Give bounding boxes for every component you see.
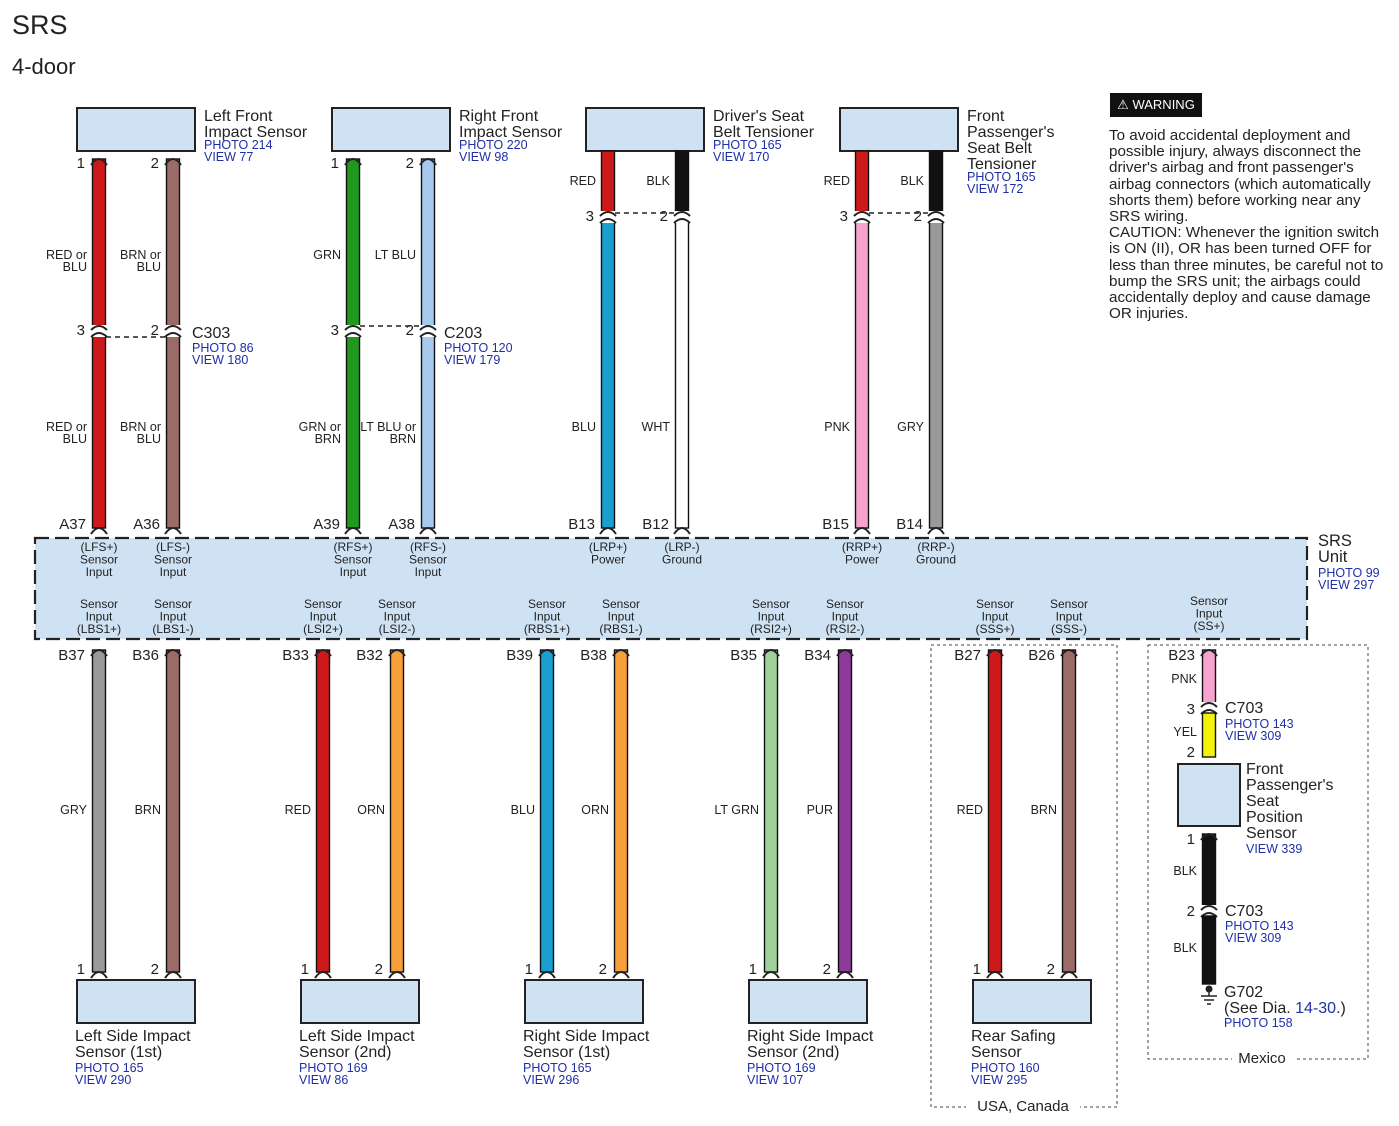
pin-hook bbox=[928, 528, 944, 534]
page-subtitle: 4-door bbox=[12, 54, 76, 79]
wire-color-label: RED bbox=[823, 174, 850, 188]
seat-position-sensor-name: Position bbox=[1246, 809, 1303, 826]
pin-number: 1 bbox=[1186, 831, 1195, 848]
top-component-ref-view: VIEW 172 bbox=[967, 182, 1024, 196]
unit-pin-function: Sensor bbox=[153, 552, 193, 567]
connector-c703-name: C703 bbox=[1225, 700, 1264, 717]
pin-number: 1 bbox=[76, 155, 85, 172]
connector-c303-ref-photo: PHOTO 86 bbox=[192, 341, 254, 355]
ground-g702-name: G702 bbox=[1224, 984, 1264, 1001]
top-component-name: Left Front bbox=[204, 108, 273, 125]
unit-pin-function: (LBS1+) bbox=[76, 622, 122, 636]
bottom-sensor-box bbox=[973, 980, 1091, 1023]
pin-hook bbox=[763, 972, 779, 978]
connector-c303-name: C303 bbox=[192, 325, 231, 342]
unit-pin-function: (LRP-) bbox=[664, 540, 700, 554]
bottom-component-ref-view: VIEW 295 bbox=[971, 1073, 1028, 1087]
wire-color-label: BLU bbox=[510, 803, 535, 817]
unit-pin: B35 bbox=[730, 647, 757, 664]
unit-pin-function: (LRP+) bbox=[588, 540, 628, 554]
connector-c703-name: C703 bbox=[1225, 903, 1264, 920]
pin-number: 1 bbox=[748, 961, 757, 978]
wire-color-label: LT BLU or bbox=[360, 420, 416, 434]
bottom-wire bbox=[93, 650, 106, 972]
unit-pin-function: (RSI2-) bbox=[825, 622, 865, 636]
bottom-component-name: Sensor (2nd) bbox=[299, 1044, 392, 1061]
seat-position-sensor-name: Front bbox=[1246, 761, 1284, 778]
bottom-component-ref-photo: PHOTO 169 bbox=[299, 1061, 368, 1075]
bottom-sensor-box bbox=[749, 980, 867, 1023]
top-wire-upper bbox=[347, 159, 360, 326]
unit-pin: B27 bbox=[954, 647, 981, 664]
unit-pin-function: Sensor bbox=[408, 552, 448, 567]
bottom-wire bbox=[615, 650, 628, 972]
unit-pin-function: Input bbox=[831, 609, 859, 624]
warning-badge-label: WARNING bbox=[1132, 97, 1195, 112]
srs-unit-name: SRS bbox=[1318, 532, 1352, 550]
unit-pin-function: (LSI2-) bbox=[378, 622, 416, 636]
unit-pin-function: (LSI2+) bbox=[303, 622, 343, 636]
wire-color-label: BLU bbox=[136, 432, 161, 446]
unit-pin-function: Input bbox=[1195, 606, 1223, 621]
top-sensor-box bbox=[840, 108, 958, 151]
warning-badge bbox=[1110, 93, 1202, 117]
bottom-wire bbox=[317, 650, 330, 972]
unit-pin-function: Ground bbox=[915, 552, 957, 567]
bottom-component-ref-view: VIEW 296 bbox=[523, 1073, 580, 1087]
wire-color-label: LT GRN bbox=[714, 803, 759, 817]
pin-number: 1 bbox=[972, 961, 981, 978]
unit-pin-function: Sensor bbox=[975, 597, 1015, 611]
top-sensor-box bbox=[586, 108, 704, 151]
top-component-name: Right Front bbox=[459, 108, 539, 125]
wire-color-label: BLK bbox=[1173, 941, 1197, 955]
pin-number: 1 bbox=[76, 961, 85, 978]
unit-pin-function: Input bbox=[757, 609, 785, 624]
top-sensor-box bbox=[332, 108, 450, 151]
wire-color-label: BRN bbox=[389, 432, 416, 446]
unit-pin: B36 bbox=[132, 647, 159, 664]
wire-color-label: GRN bbox=[313, 248, 341, 262]
pin-number: 2 bbox=[913, 208, 922, 225]
unit-pin-function: Power bbox=[590, 552, 626, 567]
pin-hook bbox=[345, 528, 361, 534]
top-component-name: Seat Belt bbox=[967, 140, 1032, 157]
unit-pin: A37 bbox=[59, 516, 86, 533]
wire-color-label: GRY bbox=[897, 420, 924, 434]
top-wire-upper bbox=[676, 151, 689, 212]
srs-unit-ref-view: VIEW 297 bbox=[1318, 578, 1375, 592]
top-component-ref-photo: PHOTO 165 bbox=[713, 138, 782, 152]
top-wire-lower bbox=[422, 336, 435, 528]
unit-pin-function: Sensor bbox=[751, 597, 791, 611]
unit-pin-function: Input bbox=[159, 609, 187, 624]
top-wire-lower bbox=[930, 222, 943, 528]
wire-color-label: RED or bbox=[46, 248, 87, 262]
unit-pin-function: (RBS1-) bbox=[599, 622, 643, 636]
pin-number: 2 bbox=[1186, 903, 1195, 920]
bottom-component-name: Right Side Impact bbox=[523, 1028, 650, 1045]
unit-pin-function: Input bbox=[1055, 609, 1083, 624]
unit-pin-function: Sensor bbox=[79, 597, 119, 611]
wire-color-label: BLU bbox=[62, 432, 87, 446]
bottom-component-name: Rear Safing bbox=[971, 1028, 1056, 1045]
unit-pin-function: Ground bbox=[661, 552, 703, 567]
bottom-component-name: Sensor bbox=[971, 1044, 1022, 1061]
bottom-wire bbox=[541, 650, 554, 972]
top-component-ref-view: VIEW 98 bbox=[459, 150, 509, 164]
top-wire-lower bbox=[856, 222, 869, 528]
ground-see-close: .) bbox=[1336, 1000, 1346, 1017]
pin-hook bbox=[91, 528, 107, 534]
mexico-wire-blk bbox=[1203, 916, 1216, 984]
wire-color-label: BRN bbox=[134, 803, 161, 817]
unit-pin: B38 bbox=[580, 647, 607, 664]
unit-pin-function: Input bbox=[981, 609, 1009, 624]
top-sensor-box bbox=[77, 108, 195, 151]
connector-c203-ref-photo: PHOTO 120 bbox=[444, 341, 513, 355]
unit-pin-function: Sensor bbox=[825, 597, 865, 611]
bottom-wire bbox=[167, 650, 180, 972]
unit-pin: B33 bbox=[282, 647, 309, 664]
connector-c203-ref-view: VIEW 179 bbox=[444, 353, 501, 367]
pin-hook bbox=[315, 972, 331, 978]
unit-pin-function: (LBS1-) bbox=[152, 622, 194, 636]
wire-color-label: WHT bbox=[641, 420, 670, 434]
bottom-wire bbox=[391, 650, 404, 972]
connector-c203-name: C203 bbox=[444, 325, 483, 342]
pin-number: 1 bbox=[524, 961, 533, 978]
warning-triangle-icon: ⚠ bbox=[1117, 97, 1129, 112]
unit-pin-function: Sensor bbox=[1049, 597, 1089, 611]
wire-color-label: RED bbox=[284, 803, 311, 817]
bottom-sensor-box bbox=[301, 980, 419, 1023]
bottom-component-ref-photo: PHOTO 165 bbox=[523, 1061, 592, 1075]
wire-color-label: BLU bbox=[136, 260, 161, 274]
top-wire-upper bbox=[167, 159, 180, 326]
mexico-wire-yel bbox=[1203, 713, 1216, 757]
bottom-component-name: Right Side Impact bbox=[747, 1028, 874, 1045]
unit-pin-function: Input bbox=[533, 609, 561, 624]
top-component-ref-view: VIEW 170 bbox=[713, 150, 770, 164]
top-component-ref-photo: PHOTO 214 bbox=[204, 138, 273, 152]
bottom-component-name: Sensor (1st) bbox=[523, 1044, 611, 1061]
wire-color-label: BRN bbox=[1030, 803, 1057, 817]
wire-color-label: PUR bbox=[806, 803, 833, 817]
pin-hook bbox=[389, 972, 405, 978]
unit-pin-function: (LFS-) bbox=[156, 540, 190, 554]
top-wire-lower bbox=[167, 336, 180, 528]
unit-pin-function: Sensor bbox=[79, 552, 119, 567]
pin-number: 2 bbox=[374, 961, 383, 978]
unit-pin-function: (RFS-) bbox=[410, 540, 446, 554]
wire-color-label: LT BLU bbox=[374, 248, 416, 262]
unit-pin-function: (RFS+) bbox=[333, 540, 373, 554]
top-component-ref-photo: PHOTO 220 bbox=[459, 138, 528, 152]
bottom-component-ref-photo: PHOTO 169 bbox=[747, 1061, 816, 1075]
wire-color-label: PNK bbox=[1171, 672, 1197, 686]
unit-pin: A39 bbox=[313, 516, 340, 533]
top-wire-lower bbox=[93, 336, 106, 528]
connector-c703-ref-photo: PHOTO 143 bbox=[1225, 919, 1294, 933]
unit-pin-function: Sensor bbox=[153, 597, 193, 611]
unit-pin-function: Input bbox=[85, 609, 113, 624]
pin-number: 3 bbox=[330, 322, 339, 339]
unit-pin: B14 bbox=[896, 516, 923, 533]
bottom-wire bbox=[989, 650, 1002, 972]
top-component-name: Tensioner bbox=[967, 156, 1037, 173]
top-component-ref-photo: PHOTO 165 bbox=[967, 170, 1036, 184]
wire-color-label: ORN bbox=[357, 803, 385, 817]
top-wire-lower bbox=[347, 336, 360, 528]
unit-pin: B34 bbox=[804, 647, 831, 664]
pin-hook bbox=[674, 528, 690, 534]
unit-pin-function: (RSI2+) bbox=[750, 622, 792, 636]
wire-color-label: BRN or bbox=[120, 420, 161, 434]
top-component-name: Impact Sensor bbox=[459, 124, 563, 141]
pin-hook bbox=[837, 972, 853, 978]
wire-color-label: BLU bbox=[571, 420, 596, 434]
seat-position-sensor-view: VIEW 339 bbox=[1246, 842, 1303, 856]
bottom-sensor-box bbox=[77, 980, 195, 1023]
bottom-component-ref-photo: PHOTO 160 bbox=[971, 1061, 1040, 1075]
bottom-component-name: Left Side Impact bbox=[299, 1028, 415, 1045]
page-title: SRS bbox=[12, 10, 68, 40]
pin-hook bbox=[165, 972, 181, 978]
unit-pin-function: Sensor bbox=[377, 597, 417, 611]
seat-position-sensor-name: Sensor bbox=[1246, 825, 1297, 842]
caution-paragraph: CAUTION: Whenever the ignition switch is ON (II), OR has been turned OFF for less than three minutes, be careful not to bump the SRS unit; the airbags could accidentally deploy and cause damage OR injuries. bbox=[1109, 224, 1384, 323]
unit-pin-function: Input bbox=[383, 609, 411, 624]
top-component-name: Front bbox=[967, 108, 1005, 125]
connector-c703-ref-photo: PHOTO 143 bbox=[1225, 717, 1294, 731]
pin-number: 1 bbox=[330, 155, 339, 172]
unit-pin-function: (SSS-) bbox=[1051, 622, 1087, 636]
pin-number: 3 bbox=[839, 208, 848, 225]
unit-pin: B32 bbox=[356, 647, 383, 664]
unit-pin-function: (RRP+) bbox=[841, 540, 883, 554]
ground-see-page: 14-30 bbox=[1295, 1000, 1337, 1017]
top-component-name: Driver's Seat bbox=[713, 108, 805, 125]
unit-pin-function: (SSS+) bbox=[975, 622, 1015, 636]
pin-number: 2 bbox=[405, 322, 414, 339]
unit-pin-function: Sensor bbox=[1189, 594, 1229, 608]
unit-pin: A38 bbox=[388, 516, 415, 533]
unit-pin: B39 bbox=[506, 647, 533, 664]
top-wire-lower bbox=[676, 222, 689, 528]
bottom-component-ref-photo: PHOTO 165 bbox=[75, 1061, 144, 1075]
top-wire-upper bbox=[856, 151, 869, 212]
ground-photo: PHOTO 158 bbox=[1224, 1016, 1293, 1030]
pin-hook bbox=[91, 972, 107, 978]
wire-color-label: PNK bbox=[824, 420, 850, 434]
pin-number: 2 bbox=[150, 155, 159, 172]
unit-pin-function: Sensor bbox=[527, 597, 567, 611]
pin-number: 2 bbox=[822, 961, 831, 978]
wire-color-label: BRN or bbox=[120, 248, 161, 262]
top-component-name: Passenger's bbox=[967, 124, 1055, 141]
pin-hook bbox=[854, 528, 870, 534]
wire-color-label: ORN bbox=[581, 803, 609, 817]
wire-color-label: BLK bbox=[1173, 864, 1197, 878]
bottom-component-name: Sensor (2nd) bbox=[747, 1044, 840, 1061]
pin-number: 1 bbox=[300, 961, 309, 978]
wire-color-label: RED bbox=[569, 174, 596, 188]
pin-number: 3 bbox=[1186, 701, 1195, 718]
bottom-sensor-box bbox=[525, 980, 643, 1023]
seat-position-sensor-name: Passenger's bbox=[1246, 777, 1334, 794]
unit-pin-function: Power bbox=[844, 552, 880, 567]
unit-pin-function: Input bbox=[607, 609, 635, 624]
connector-c703-ref-view: VIEW 309 bbox=[1225, 729, 1282, 743]
bottom-wire bbox=[839, 650, 852, 972]
warning-paragraph: To avoid accidental deployment and possible injury, always disconnect the driver's airbag and front passenger's airbag connectors (which automatically shorts them) before working near any SRS wiring. bbox=[1109, 127, 1371, 226]
warning-text bbox=[1109, 128, 1391, 322]
connector-c703-ref-view: VIEW 309 bbox=[1225, 931, 1282, 945]
unit-pin-function: (RBS1+) bbox=[523, 622, 571, 636]
mexico-wire-blk bbox=[1203, 834, 1216, 906]
pin-number: 2 bbox=[1186, 744, 1195, 761]
top-component-ref-view: VIEW 77 bbox=[204, 150, 254, 164]
top-wire-lower bbox=[602, 222, 615, 528]
pin-number: 3 bbox=[585, 208, 594, 225]
unit-pin-function: Sensor bbox=[333, 552, 373, 567]
unit-pin: B15 bbox=[822, 516, 849, 533]
unit-pin-function: Input bbox=[85, 565, 113, 579]
unit-pin-function: Sensor bbox=[303, 597, 343, 611]
connector-c303-ref-view: VIEW 180 bbox=[192, 353, 249, 367]
region-usa-label: USA, Canada bbox=[977, 1098, 1069, 1115]
bottom-wire bbox=[765, 650, 778, 972]
unit-pin-function: (SS+) bbox=[1193, 619, 1225, 633]
pin-number: 2 bbox=[1046, 961, 1055, 978]
top-wire-upper bbox=[930, 151, 943, 212]
bottom-component-ref-view: VIEW 86 bbox=[299, 1073, 349, 1087]
wire-color-label: RED bbox=[956, 803, 983, 817]
bottom-component-ref-view: VIEW 107 bbox=[747, 1073, 804, 1087]
top-component-name: Belt Tensioner bbox=[713, 124, 815, 141]
unit-pin-function: Input bbox=[339, 565, 367, 579]
top-wire-upper bbox=[93, 159, 106, 326]
bottom-component-name: Sensor (1st) bbox=[75, 1044, 163, 1061]
pin-hook bbox=[613, 972, 629, 978]
srs-unit-ref-photo: PHOTO 99 bbox=[1318, 566, 1380, 580]
unit-pin-function: (LFS+) bbox=[80, 540, 118, 554]
ground-see-reference: (See Dia. 14-30.) bbox=[1224, 1000, 1346, 1017]
pin-number: 2 bbox=[150, 961, 159, 978]
pin-hook bbox=[165, 528, 181, 534]
top-wire-upper bbox=[422, 159, 435, 326]
unit-pin: B26 bbox=[1028, 647, 1055, 664]
pin-hook bbox=[420, 528, 436, 534]
unit-pin-function: Input bbox=[309, 609, 337, 624]
wire-color-label: YEL bbox=[1173, 725, 1197, 739]
unit-pin-function: Input bbox=[414, 565, 442, 579]
seat-position-sensor-box bbox=[1178, 764, 1240, 826]
wire-color-label: RED or bbox=[46, 420, 87, 434]
seat-position-sensor-name: Seat bbox=[1246, 793, 1279, 810]
bottom-component-name: Left Side Impact bbox=[75, 1028, 191, 1045]
top-component-name: Impact Sensor bbox=[204, 124, 308, 141]
pin-number: 3 bbox=[76, 322, 85, 339]
bottom-wire bbox=[1063, 650, 1076, 972]
unit-pin: B12 bbox=[642, 516, 669, 533]
srs-unit-name: Unit bbox=[1318, 548, 1348, 566]
wire-color-label: GRY bbox=[60, 803, 87, 817]
unit-pin: A36 bbox=[133, 516, 160, 533]
wire-color-label: GRN or bbox=[298, 420, 341, 434]
unit-pin-function: (RRP-) bbox=[917, 540, 955, 554]
pin-hook bbox=[1061, 972, 1077, 978]
wire-color-label: BLK bbox=[646, 174, 670, 188]
wire-color-label: BLK bbox=[900, 174, 924, 188]
pin-hook bbox=[600, 528, 616, 534]
pin-hook bbox=[539, 972, 555, 978]
unit-pin-function: Sensor bbox=[601, 597, 641, 611]
unit-pin: B37 bbox=[58, 647, 85, 664]
bottom-component-ref-view: VIEW 290 bbox=[75, 1073, 132, 1087]
unit-pin: B23 bbox=[1168, 647, 1195, 664]
pin-number: 2 bbox=[659, 208, 668, 225]
mexico-wire-pnk bbox=[1203, 650, 1216, 703]
pin-hook bbox=[987, 972, 1003, 978]
unit-pin-function: Input bbox=[159, 565, 187, 579]
wire-color-label: BRN bbox=[314, 432, 341, 446]
pin-number: 2 bbox=[405, 155, 414, 172]
top-wire-upper bbox=[602, 151, 615, 212]
wire-color-label: BLU bbox=[62, 260, 87, 274]
unit-pin: B13 bbox=[568, 516, 595, 533]
pin-number: 2 bbox=[150, 322, 159, 339]
region-mexico-label: Mexico bbox=[1238, 1050, 1286, 1067]
pin-number: 2 bbox=[598, 961, 607, 978]
